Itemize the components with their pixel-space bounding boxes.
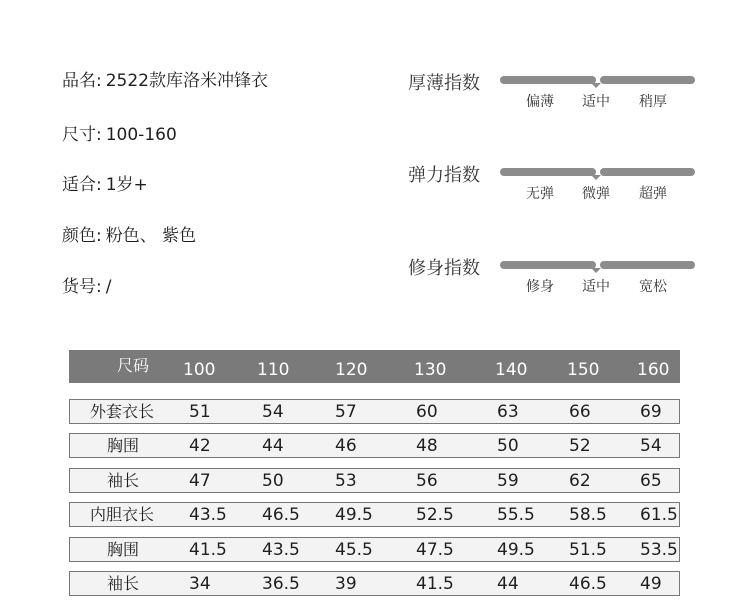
scale-marker-icon <box>591 268 601 273</box>
row-label: 胸围 <box>107 436 140 455</box>
row-label: 外套衣长 <box>90 402 155 421</box>
table-row <box>69 502 680 527</box>
scale-bar-right <box>600 261 695 269</box>
thickness-scale <box>408 69 698 129</box>
scale-bar-left <box>500 261 596 269</box>
scale-option: 适中 <box>582 94 610 110</box>
info-key: 货号: <box>62 277 102 297</box>
scale-option: 超弹 <box>639 186 667 202</box>
size-header-label: 尺码 <box>117 356 150 375</box>
table-cell: 50 <box>262 471 284 491</box>
info-key: 品名: <box>62 71 102 91</box>
size-header-cell: 150 <box>567 360 600 380</box>
table-cell: 66 <box>569 402 591 422</box>
scale-bar <box>500 76 695 84</box>
scale-marker-icon <box>591 175 601 180</box>
size-header-cell: 110 <box>257 360 290 380</box>
table-cell: 63 <box>497 402 519 422</box>
fit-scale <box>408 254 698 314</box>
table-row <box>69 399 680 424</box>
scale-option: 偏薄 <box>526 94 554 110</box>
size-header-cell: 130 <box>414 360 447 380</box>
table-cell: 47 <box>189 471 211 491</box>
scale-bar <box>500 168 695 176</box>
table-cell: 69 <box>640 402 662 422</box>
scale-option: 适中 <box>582 279 610 295</box>
table-cell: 55.5 <box>497 505 535 525</box>
table-cell: 54 <box>640 436 662 456</box>
table-cell: 59 <box>497 471 519 491</box>
scale-bar-left <box>500 76 596 84</box>
table-cell: 61.5 <box>640 505 678 525</box>
info-value: 1岁+ <box>105 175 148 195</box>
row-label: 胸围 <box>107 540 140 559</box>
scale-bar-right <box>600 76 695 84</box>
scale-marker-icon <box>591 83 601 88</box>
table-cell: 49 <box>640 574 662 594</box>
table-cell: 51.5 <box>569 540 607 560</box>
info-key: 适合: <box>62 175 102 195</box>
table-cell: 62 <box>569 471 591 491</box>
row-label: 袖长 <box>107 574 140 593</box>
scale-option: 宽松 <box>639 279 667 295</box>
info-value: / <box>105 277 112 297</box>
table-cell: 56 <box>416 471 438 491</box>
table-cell: 65 <box>640 471 662 491</box>
table-cell: 57 <box>335 402 357 422</box>
table-cell: 52.5 <box>416 505 454 525</box>
info-row-age <box>62 170 148 195</box>
scale-title: 厚薄指数 <box>408 73 480 94</box>
scale-option: 无弹 <box>526 186 554 202</box>
table-cell: 34 <box>189 574 211 594</box>
table-cell: 36.5 <box>262 574 300 594</box>
scale-bar-left <box>500 168 596 176</box>
size-table-header <box>69 350 680 383</box>
table-cell: 58.5 <box>569 505 607 525</box>
row-label: 袖长 <box>107 471 140 490</box>
table-cell: 42 <box>189 436 211 456</box>
info-value: 100-160 <box>105 125 177 145</box>
info-row-size <box>62 120 177 145</box>
scale-option: 稍厚 <box>639 94 667 110</box>
table-row <box>69 571 680 596</box>
table-cell: 46.5 <box>569 574 607 594</box>
row-label: 内胆衣长 <box>90 505 155 524</box>
table-row <box>69 468 680 493</box>
scale-bar-right <box>600 168 695 176</box>
table-row <box>69 433 680 458</box>
table-cell: 44 <box>497 574 519 594</box>
size-header-cell: 100 <box>183 360 216 380</box>
info-row-sku <box>62 272 111 297</box>
table-cell: 43.5 <box>189 505 227 525</box>
info-row-name <box>62 66 268 91</box>
scale-title: 修身指数 <box>408 258 480 279</box>
table-cell: 53.5 <box>640 540 678 560</box>
table-cell: 49.5 <box>497 540 535 560</box>
size-header-cell: 140 <box>495 360 528 380</box>
table-cell: 53 <box>335 471 357 491</box>
table-cell: 45.5 <box>335 540 373 560</box>
scale-bar <box>500 261 695 269</box>
table-cell: 52 <box>569 436 591 456</box>
table-cell: 41.5 <box>416 574 454 594</box>
table-cell: 51 <box>189 402 211 422</box>
scale-option: 修身 <box>526 279 554 295</box>
info-key: 颜色: <box>62 226 102 246</box>
size-header-cell: 120 <box>335 360 368 380</box>
info-value: 粉色、 紫色 <box>105 226 197 246</box>
table-cell: 47.5 <box>416 540 454 560</box>
elasticity-scale <box>408 161 698 221</box>
table-cell: 39 <box>335 574 357 594</box>
table-cell: 50 <box>497 436 519 456</box>
table-cell: 54 <box>262 402 284 422</box>
info-value: 2522款库洛米冲锋衣 <box>105 71 268 91</box>
table-cell: 60 <box>416 402 438 422</box>
table-cell: 43.5 <box>262 540 300 560</box>
table-cell: 46.5 <box>262 505 300 525</box>
table-cell: 48 <box>416 436 438 456</box>
size-header-cell: 160 <box>637 360 670 380</box>
info-row-color <box>62 221 196 246</box>
scale-title: 弹力指数 <box>408 165 480 186</box>
table-cell: 46 <box>335 436 357 456</box>
table-cell: 49.5 <box>335 505 373 525</box>
scale-option: 微弹 <box>582 186 610 202</box>
table-cell: 44 <box>262 436 284 456</box>
info-key: 尺寸: <box>62 125 102 145</box>
table-cell: 41.5 <box>189 540 227 560</box>
table-row <box>69 537 680 562</box>
